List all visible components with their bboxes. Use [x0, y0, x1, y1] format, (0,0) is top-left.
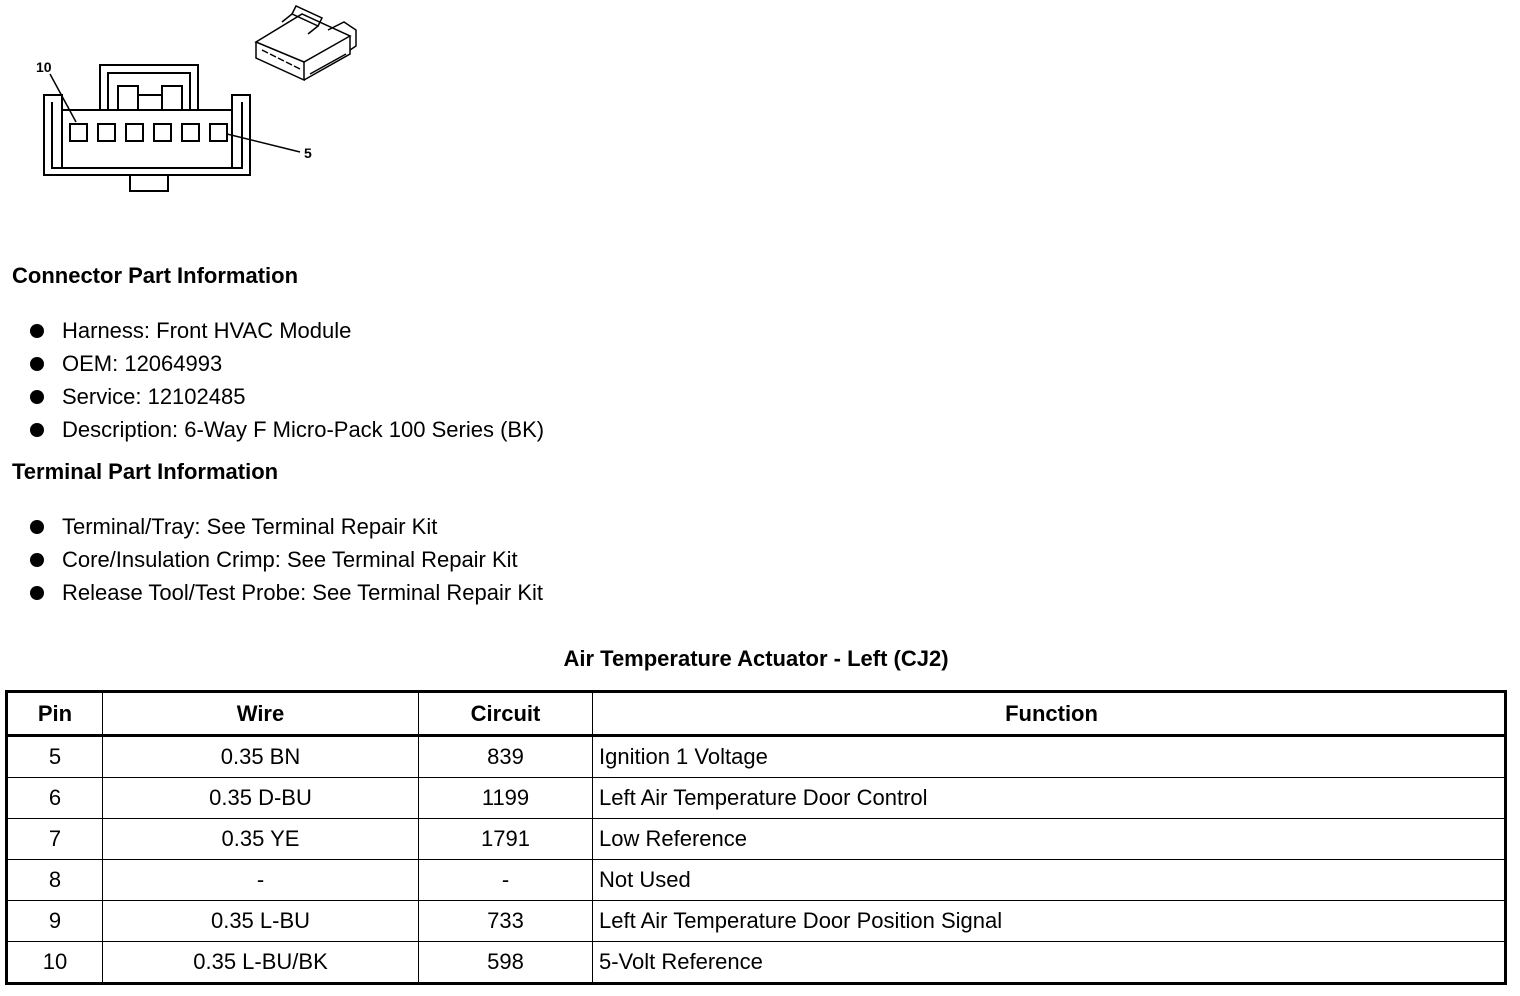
cell-function: Low Reference — [593, 819, 1506, 860]
pin-label-5: 5 — [304, 145, 312, 161]
table-header-row — [7, 692, 1506, 736]
cavity-10 — [70, 124, 87, 141]
cell-pin: 9 — [7, 901, 103, 942]
list-item: Terminal/Tray: See Terminal Repair Kit — [28, 510, 543, 543]
connector-diagram — [0, 0, 400, 210]
cell-pin: 5 — [7, 736, 103, 778]
cell-wire: - — [103, 860, 419, 901]
table-row — [7, 819, 1506, 860]
list-item: Description: 6-Way F Micro-Pack 100 Series (BK) — [28, 413, 544, 446]
cell-wire: 0.35 BN — [103, 736, 419, 778]
pinout-table — [5, 690, 1507, 985]
cell-pin: 7 — [7, 819, 103, 860]
cavity-8 — [126, 124, 143, 141]
list-item: OEM: 12064993 — [28, 347, 544, 380]
connector-part-info-list — [28, 314, 544, 446]
header-function: Function — [593, 692, 1506, 736]
cell-pin: 6 — [7, 778, 103, 819]
cell-wire: 0.35 D-BU — [103, 778, 419, 819]
cell-circuit: 839 — [419, 736, 593, 778]
list-item: Release Tool/Test Probe: See Terminal Repair Kit — [28, 576, 543, 609]
table-row — [7, 778, 1506, 819]
cavity-9 — [98, 124, 115, 141]
table-caption: Air Temperature Actuator - Left (CJ2) — [563, 646, 949, 671]
cell-wire: 0.35 L-BU/BK — [103, 942, 419, 984]
list-item: Service: 12102485 — [28, 380, 544, 413]
cell-circuit: 1199 — [419, 778, 593, 819]
cell-circuit: 733 — [419, 901, 593, 942]
cell-circuit: - — [419, 860, 593, 901]
cell-circuit: 1791 — [419, 819, 593, 860]
connector-latch — [100, 65, 198, 110]
table-row — [7, 942, 1506, 984]
pin-label-10: 10 — [36, 59, 52, 75]
cell-function: 5-Volt Reference — [593, 942, 1506, 984]
cell-wire: 0.35 L-BU — [103, 901, 419, 942]
table-row — [7, 860, 1506, 901]
cell-circuit: 598 — [419, 942, 593, 984]
connector-housing — [44, 95, 250, 175]
cavity-7 — [154, 124, 171, 141]
connector-part-info-heading: Connector Part Information — [12, 263, 299, 288]
cell-pin: 8 — [7, 860, 103, 901]
header-pin: Pin — [7, 692, 103, 736]
terminal-part-info-list — [28, 510, 543, 609]
cell-function: Not Used — [593, 860, 1506, 901]
cavity-6 — [182, 124, 199, 141]
header-circuit: Circuit — [419, 692, 593, 736]
cell-pin: 10 — [7, 942, 103, 984]
cell-wire: 0.35 YE — [103, 819, 419, 860]
cell-function: Ignition 1 Voltage — [593, 736, 1506, 778]
list-item: Harness: Front HVAC Module — [28, 314, 544, 347]
cell-function: Left Air Temperature Door Control — [593, 778, 1506, 819]
cell-function: Left Air Temperature Door Position Signal — [593, 901, 1506, 942]
connector-iso-view — [256, 6, 356, 80]
table-row — [7, 736, 1506, 778]
terminal-part-info-heading: Terminal Part Information — [12, 459, 279, 484]
cavity-5 — [210, 124, 227, 141]
table-row — [7, 901, 1506, 942]
list-item: Core/Insulation Crimp: See Terminal Repair Kit — [28, 543, 543, 576]
header-wire: Wire — [103, 692, 419, 736]
